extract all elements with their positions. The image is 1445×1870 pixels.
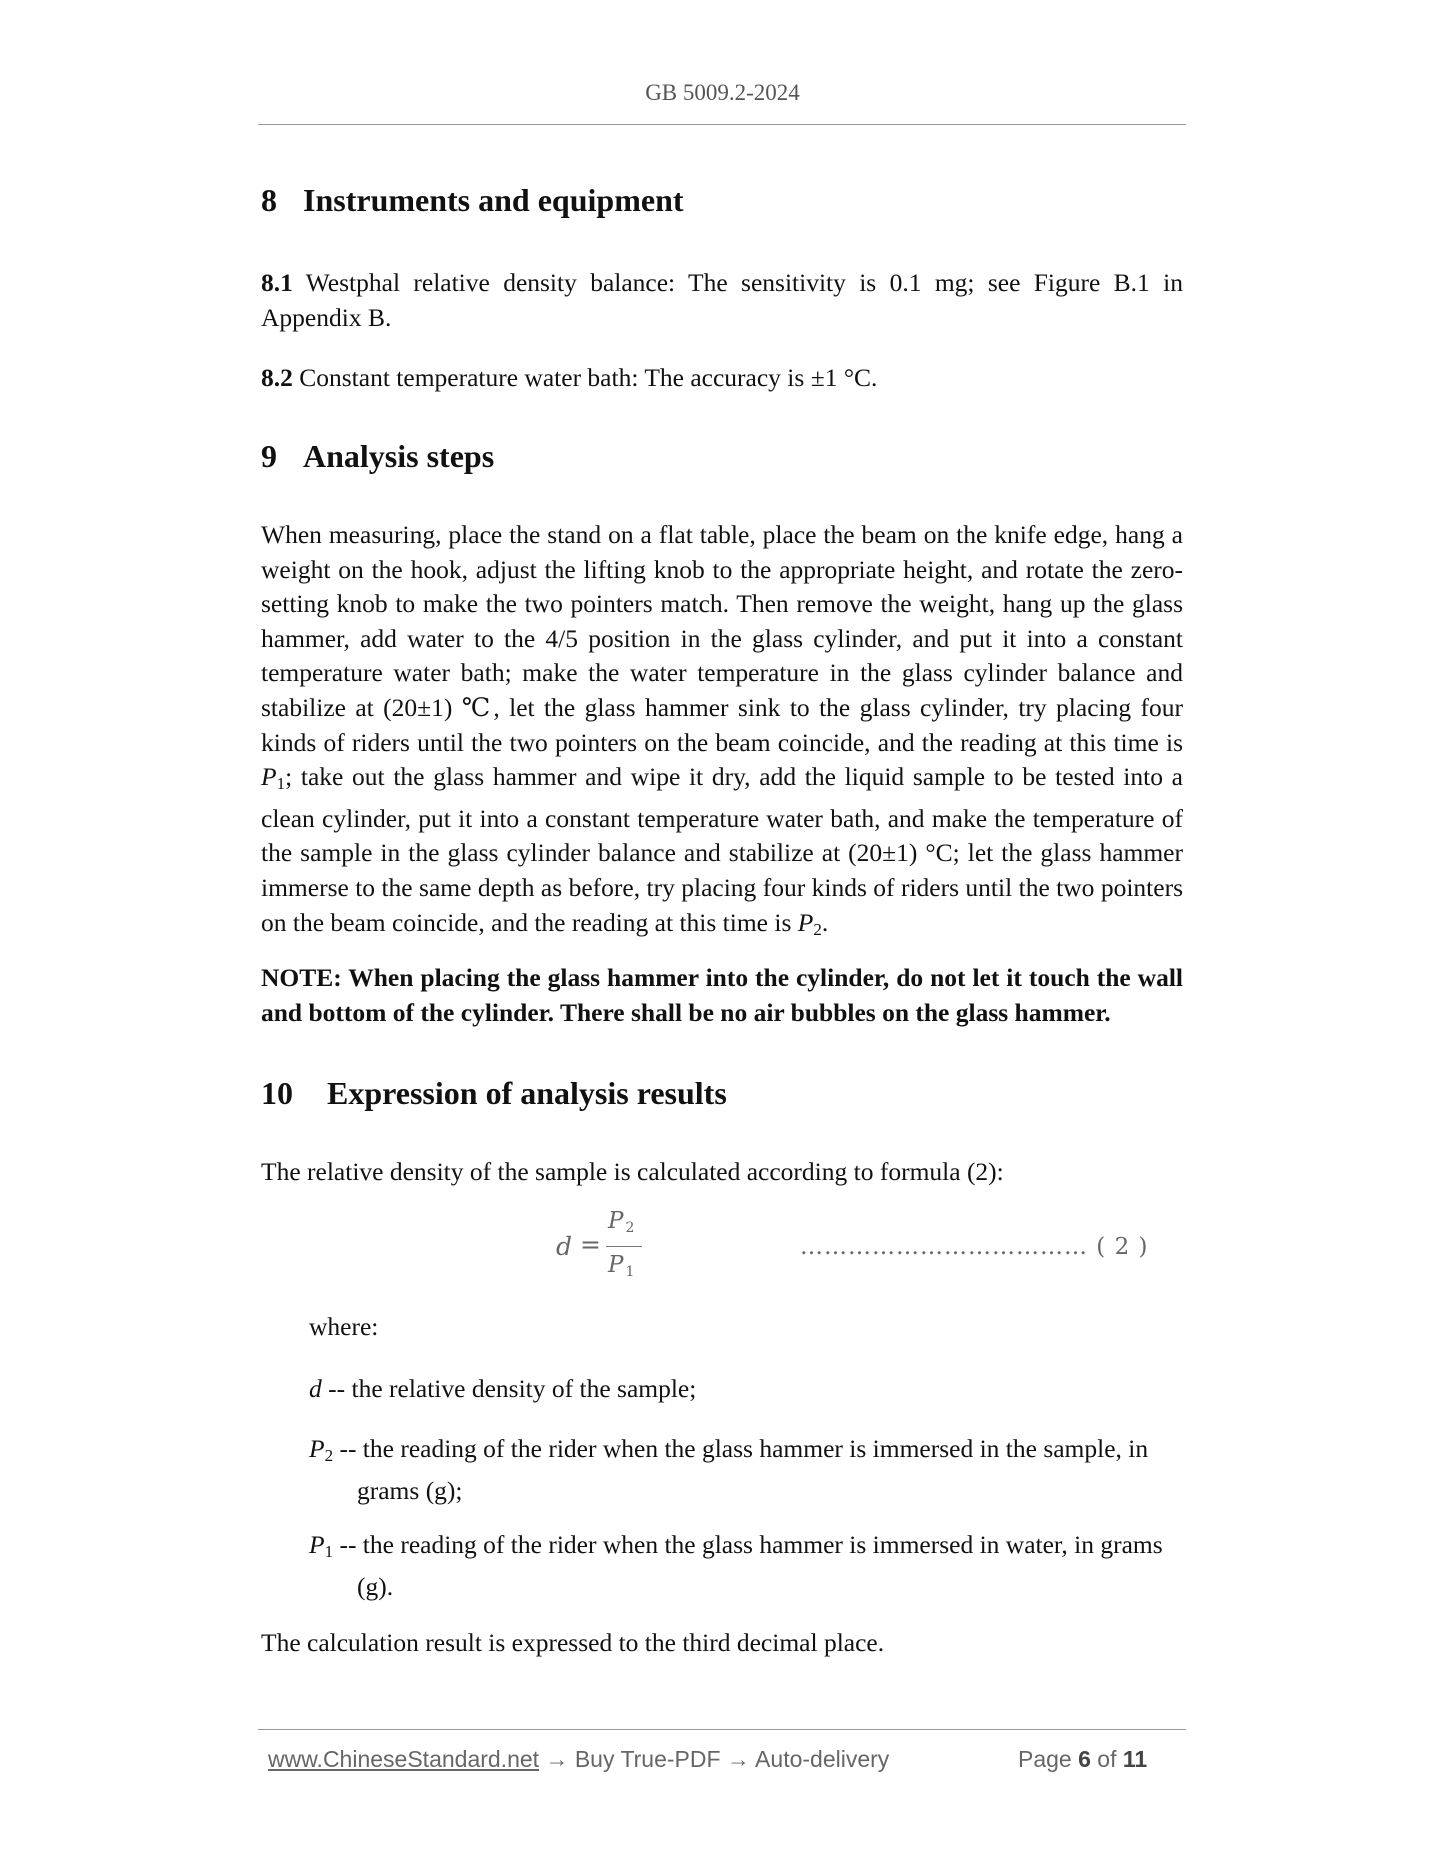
definition-p1: $P_1$ -- the reading of the rider when the glass hammer is immersed in water, in grams (g). [309, 1530, 1163, 1601]
section-title: Instruments and equipment [303, 182, 684, 218]
variable-p: P [797, 907, 814, 937]
section-number: 8 [261, 182, 277, 218]
clause-number: 8.2 [261, 363, 293, 392]
website-link[interactable]: www.ChineseStandard.net [268, 1746, 540, 1772]
page-indicator: Page 6 of 11 [1018, 1746, 1148, 1772]
clause-number: 8.1 [261, 268, 293, 297]
section-title: Expression of analysis results [327, 1075, 727, 1111]
formula-intro: The relative density of the sample is calculated according to formula (2): [261, 1157, 1004, 1186]
analysis-steps-paragraph: When measuring, place the stand on a flat table, place the beam on the knife edge, hang a weight on the hook, adjust the lifting knob to the appropriate height, and rotate the zero-setting knob to make the two pointers match. Then remove the weight, hang up the glass hammer, add water to the 4/5 position in the glass cylinder, and put it into a constant temperature water bath; make the water temperature in the glass cylinder balance and stabilize at (20±1) ℃, let the glass hammer sink to the glass cylinder, try placing four kinds of riders until the two pointers on the beam coincide, and the reading at this time is $P_1$; take out the glass hammer and wipe it dry, add the liquid sample to be tested into a clean cylinder, put it into a constant temperature water bath, and make the temperature of the sample in the glass cylinder balance and stabilize at (20±1) °C; let the glass hammer immerse to the same depth as before, try placing four kinds of riders until the two pointers on the beam coincide, and the reading at this time is $P_2$. [261, 520, 1183, 939]
page-number: 6 [1078, 1746, 1091, 1772]
definition-p2: $P_2$ -- the reading of the rider when the glass hammer is immersed in the sample, in grams (g); [309, 1434, 1149, 1505]
section-title: Analysis steps [303, 438, 495, 474]
running-header: GB 5009.2-2024 [645, 80, 800, 105]
closing-paragraph: The calculation result is expressed to the third decimal place. [261, 1628, 885, 1657]
note-paragraph: NOTE: When placing the glass hammer into the cylinder, do not let it touch the wall and bottom of the cylinder. There shall be no air bubbles on the glass hammer. [261, 963, 1183, 1027]
section-number: 10 [261, 1075, 293, 1111]
clause-8-1 [261, 266, 1183, 335]
fraction-bar [606, 1246, 642, 1247]
page-total: 11 [1122, 1746, 1148, 1772]
footer-promo: www.ChineseStandard.net → Buy True-PDF → Auto-delivery [268, 1746, 890, 1772]
formula-denominator: P 1 [608, 1252, 635, 1280]
formula-2: d = P 2 P 1 [548, 1206, 658, 1286]
section-8-heading [261, 180, 684, 220]
formula-numerator: P 2 [608, 1208, 635, 1236]
clause-text: Westphal relative density balance: The sensitivity is 0.1 mg; see Figure B.1 in Appendix B. [261, 268, 1183, 332]
section-10-heading [261, 1073, 727, 1113]
equation-number: ……………………………… ( 2 ) [800, 1234, 1149, 1260]
clause-text: Constant temperature water bath: The accuracy is ±1 °C. [299, 363, 878, 392]
footer-rule [258, 1729, 1186, 1730]
section-number: 9 [261, 438, 277, 474]
clause-8-2 [261, 361, 1183, 396]
definition-d: d -- the relative density of the sample; [309, 1374, 697, 1403]
where-label: where: [309, 1312, 379, 1341]
header-rule [258, 124, 1186, 125]
variable-p: P [261, 762, 277, 792]
section-9-heading [261, 436, 494, 476]
